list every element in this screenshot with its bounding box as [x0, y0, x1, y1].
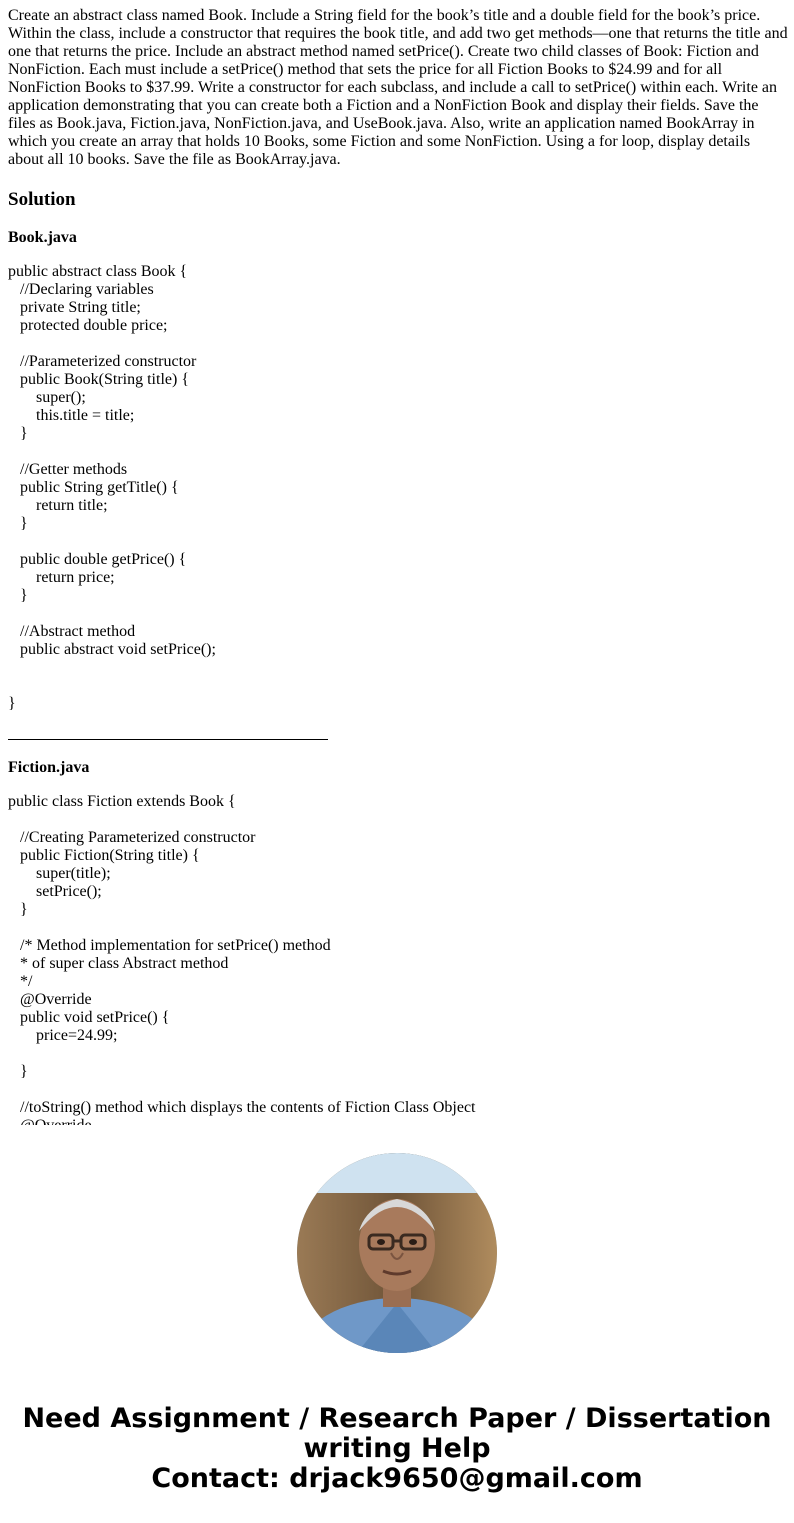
fiction-java-filename: Fiction.java: [8, 759, 90, 776]
book-java-code: public abstract class Book { //Declaring variables private String title; protected double price; //Parameterized constructor public Book(String title) { super(); this.title = title; } //Getter methods public String getTitle() { return title; } public double getPrice() { return price; } //Abstract method public abstract void setPrice(); }: [8, 263, 216, 712]
assignment-prompt: Create an abstract class named Book. Include a String field for the book’s title and a double field for the book’s price. Within the class, include a constructor that requires the book title, and add two get methods—one that returns the title and one that returns the price. Include an abstract method named setPrice(). Create two child classes of Book: Fiction and NonFiction. Each must include a setPrice() method that sets the price for all Fiction Books to $24.99 and for all NonFiction Books to $37.99. Write a constructor for each subclass, and include a call to setPrice() within each. Write an application demonstrating that you can create both a Fiction and a NonFiction Book and display their fields. Save the files as Book.java, Fiction.java, NonFiction.java, and UseBook.java. Also, write an application named BookArray in which you create an array that holds 10 Books, some Fiction and some NonFiction. Using a for loop, display details about all 10 books. Save the file as BookArray.java.: [8, 7, 788, 168]
banner-contact: Contact: drjack9650@gmail.com: [151, 1463, 643, 1494]
document: [8, 7, 788, 169]
fiction-java-code: public class Fiction extends Book { //Creating Parameterized constructor public Fiction(String title) { super(title); setPrice(); } /* Method implementation for setPrice() method * of super class Abstract method */ @Override public void setPrice() { price=24.99; } //toString() method which displays the contents of Fiction Class Object: [8, 793, 476, 1116]
fiction-java-section: [8, 759, 788, 1135]
banner-line-1: Need Assignment / Research Paper / Dissertation: [22, 1403, 772, 1434]
book-java-filename: Book.java: [8, 229, 77, 246]
banner-line-2: writing Help: [303, 1433, 491, 1464]
book-java-section: [8, 229, 788, 713]
avatar: [297, 1153, 497, 1353]
section-divider: [8, 739, 328, 740]
solution-heading: Solution: [8, 189, 76, 210]
person-portrait-icon: [297, 1153, 497, 1353]
help-banner: [0, 1404, 794, 1494]
